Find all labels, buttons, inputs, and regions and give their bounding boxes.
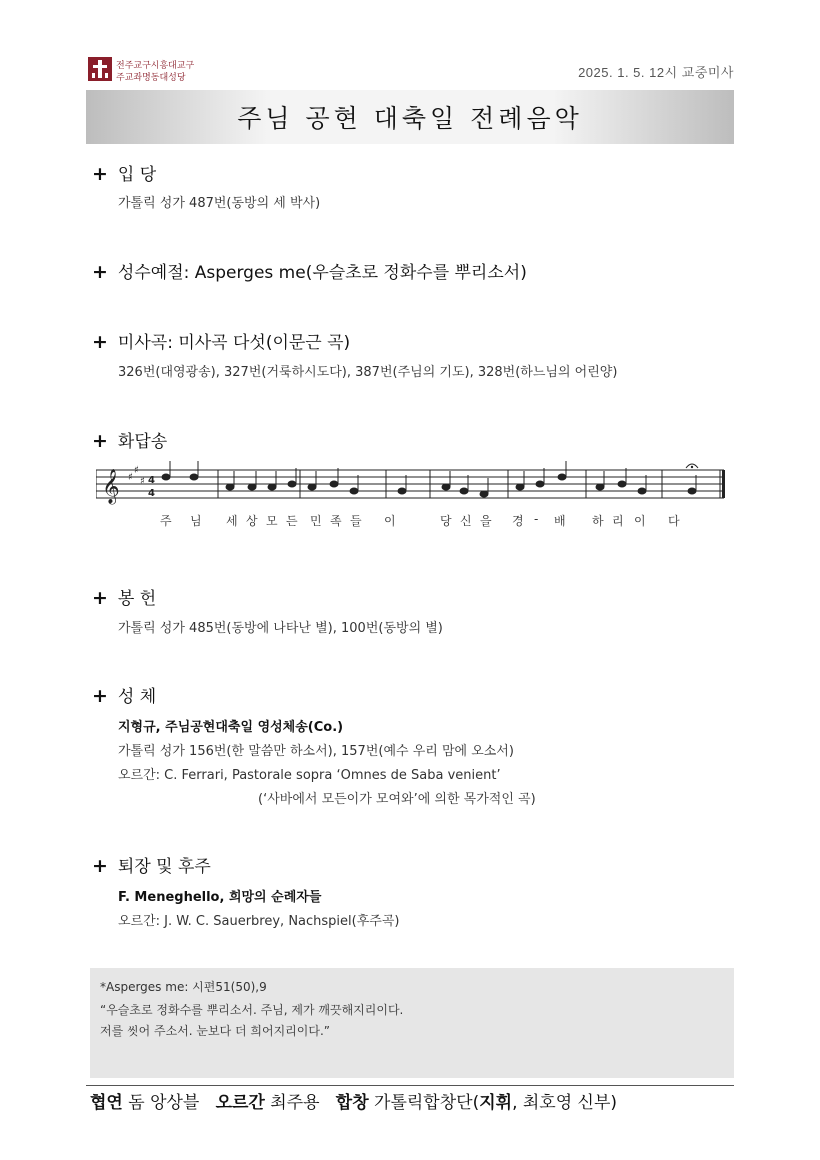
plus-icon: +: [92, 430, 108, 452]
note-head: [226, 484, 234, 490]
note-head: [638, 488, 646, 494]
lyric-syllable: 민: [310, 514, 322, 528]
lyric-syllable: 상: [246, 514, 258, 528]
psalm-music-staff: [96, 460, 736, 510]
footer-divider: [86, 1085, 734, 1086]
note-head: [330, 481, 338, 487]
section-entrance-heading: + 입 당: [92, 163, 157, 185]
plus-icon: +: [92, 685, 108, 707]
svg-text:4: 4: [148, 488, 155, 499]
note-head: [350, 488, 358, 494]
mass-parts: 326번(대영광송), 327번(거룩하시도다), 387번(주님의 기도), 328번(하느님의 어린양): [118, 365, 618, 380]
organ-label: 오르간: [215, 1093, 265, 1113]
entrance-hymn: 가톨릭 성가 487번(동방의 세 박사): [118, 196, 321, 211]
ensemble-label: 협연: [90, 1093, 123, 1113]
note-head: [688, 488, 696, 494]
lyric-syllable: 신: [460, 514, 472, 528]
svg-text:♯: ♯: [140, 476, 145, 487]
note-head: [558, 474, 566, 480]
lyric-syllable: 든: [286, 514, 298, 528]
choir-label: 합창: [335, 1093, 369, 1113]
mass-date: 2025. 1. 5. 12시 교중미사: [578, 65, 734, 80]
lyric-syllable: 이: [634, 514, 646, 528]
svg-text:♯: ♯: [128, 472, 133, 483]
note-head: [288, 481, 296, 487]
lyric-syllable: 하: [592, 514, 604, 528]
ensemble-value: 돔 앙상블: [128, 1093, 200, 1113]
cathedral-logo-icon: [88, 57, 112, 81]
plus-icon: +: [92, 331, 108, 353]
org-name-line1: 전주교구시흥대교구: [116, 60, 195, 70]
note-head: [480, 491, 488, 497]
lyric-syllable: 리: [612, 514, 624, 528]
lyric-syllable: -: [534, 512, 539, 526]
communion-hymns: 가톨릭 성가 156번(한 말씀만 하소서), 157번(예수 우리 맘에 오소서): [118, 744, 514, 759]
title-banner: [86, 90, 734, 144]
lyric-syllable: 주: [160, 514, 172, 528]
note-head: [460, 488, 468, 494]
plus-icon: +: [92, 855, 108, 877]
organ-value: 최주용: [270, 1093, 320, 1113]
plus-icon: +: [92, 261, 108, 283]
section-asperges-heading: + 성수예절: Asperges me(우슬초로 정화수를 뿌리소서): [92, 261, 527, 283]
section-communion-heading: + 성 체: [92, 685, 157, 707]
lyric-syllable: 다: [668, 514, 680, 528]
plus-icon: +: [92, 163, 108, 185]
lyric-syllable: 을: [480, 514, 492, 528]
communion-antiphon: 지형규, 주님공현대축일 영성체송(Co.): [118, 720, 344, 735]
note-head: [190, 474, 198, 480]
conductor-label: 지휘: [479, 1093, 513, 1113]
lyric-syllable: 당: [440, 514, 452, 528]
section-recessional-heading: + 퇴장 및 후주: [92, 855, 211, 877]
lyric-syllable: 배: [554, 514, 566, 528]
note-head: [268, 484, 276, 490]
communion-organ: 오르간: C. Ferrari, Pastorale sopra ‘Omnes de Saba venient’: [118, 768, 501, 783]
performers-footer: [90, 1088, 617, 1113]
section-mass-heading: + 미사곡: 미사곡 다섯(이문근 곡): [92, 331, 351, 353]
communion-organ-note: (‘사바에서 모든이가 모여와’에 의한 목가적인 곡): [258, 792, 536, 807]
note-head: [596, 484, 604, 490]
section-offertory-heading: + 봉 헌: [92, 587, 157, 609]
note-quote-line: 저를 씻어 주소서. 눈보다 더 희어지리이다.”: [100, 1024, 330, 1038]
svg-text:4: 4: [148, 475, 155, 486]
org-name-line2: 주교좌명동대성당: [116, 72, 186, 82]
plus-icon: +: [92, 587, 108, 609]
lyric-syllable: 세: [226, 514, 238, 528]
svg-text:♯: ♯: [134, 465, 139, 476]
note-quote-line: “우슬초로 정화수를 뿌리소서. 주님, 제가 깨끗해지리이다.: [100, 1003, 404, 1017]
note-title: *Asperges me: 시편51(50),9: [100, 980, 267, 994]
choir-value: 가톨릭합창단(: [374, 1093, 480, 1113]
lyric-syllable: 들: [350, 514, 362, 528]
conductor-value: , 최호영 신부): [512, 1093, 618, 1113]
note-head: [248, 484, 256, 490]
lyric-syllable: 족: [330, 514, 342, 528]
note-head: [442, 484, 450, 490]
section-psalm-heading: + 화답송: [92, 430, 168, 452]
note-head: [398, 488, 406, 494]
offertory-hymns: 가톨릭 성가 485번(동방에 나타난 별), 100번(동방의 별): [118, 621, 443, 636]
note-head: [162, 474, 170, 480]
note-head: [516, 484, 524, 490]
recessional-organ: 오르간: J. W. C. Sauerbrey, Nachspiel(후주곡): [118, 914, 400, 929]
lyric-syllable: 이: [384, 514, 396, 528]
lyric-syllable: 님: [190, 514, 202, 528]
recessional-hymn: F. Meneghello, 희망의 순례자들: [118, 890, 322, 905]
note-head: [618, 481, 626, 487]
note-head: [308, 484, 316, 490]
page-title: 주님 공현 대축일 전례음악: [237, 104, 583, 133]
note-head: [536, 481, 544, 487]
lyric-syllable: 모: [266, 514, 278, 528]
lyric-syllable: 경: [512, 514, 524, 528]
svg-text:𝄞: 𝄞: [102, 469, 120, 504]
